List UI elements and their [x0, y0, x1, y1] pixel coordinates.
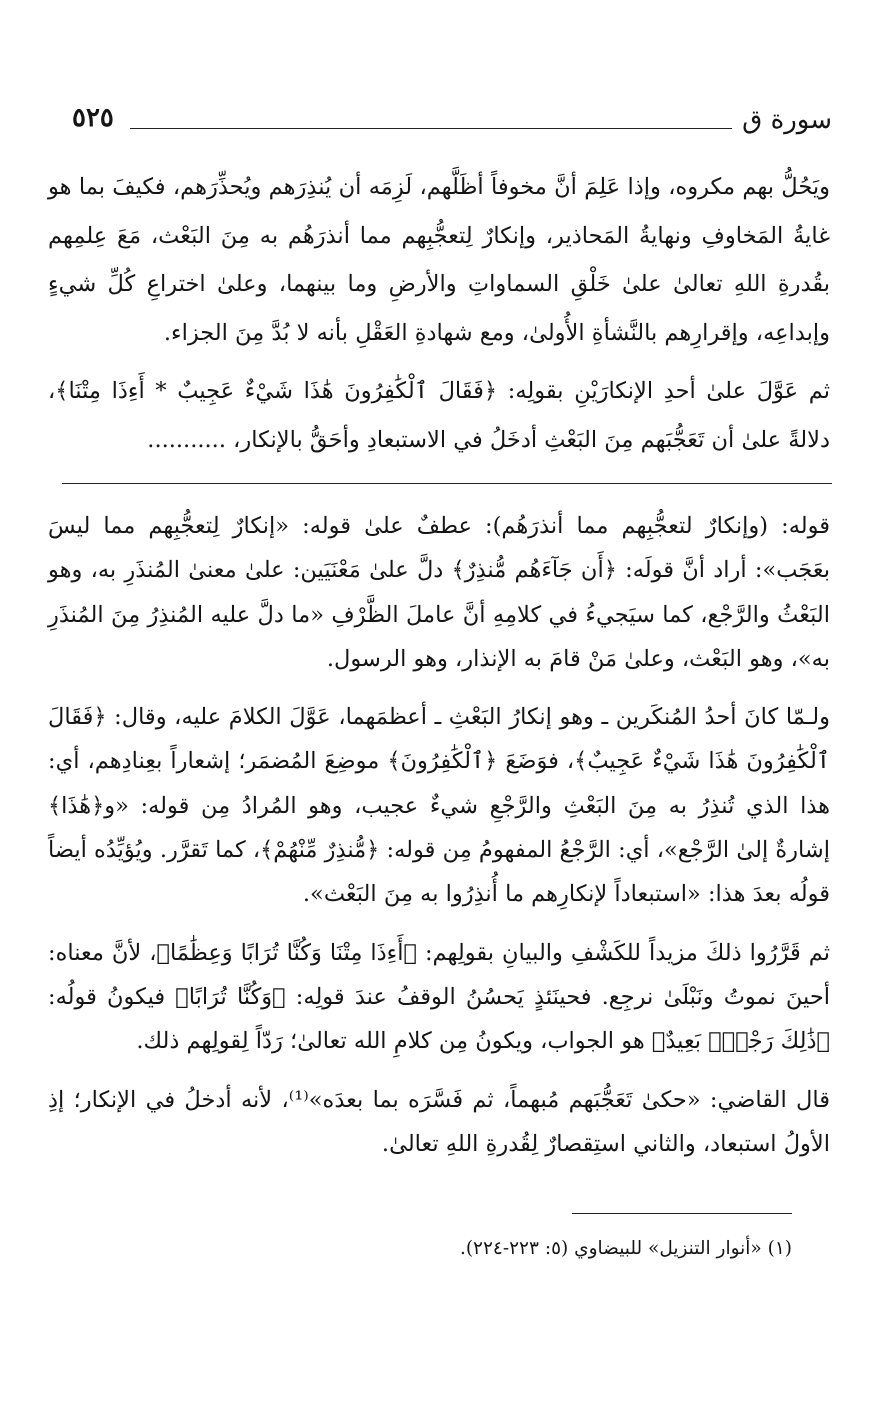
main-text: [48, 163, 830, 464]
commentary-text: [48, 504, 830, 1166]
footnote-separator: [572, 1213, 792, 1214]
main-paragraph: ويَحُلُّ بهم مكروه، وإذا عَلِمَ أنَّ مخوفاً أظَلَّهم، لَزِمَه أن يُنذِرَهم ويُحذِّرَهم، فكيفَ بما هو غايةُ المَخاوفِ ونهايةُ المَحاذير، وإنكارٌ لِتعجُّبِهم مما أنذرَهُم به مِنَ البَعْث، مَعَ عِلمِهم بقُدرةِ اللهِ تعالىٰ علىٰ خَلْقِ السماواتِ والأرضِ وما بينهما، وعلىٰ اختراعِ كُلِّ شيءٍ وإبداعِه، وإقرارِهم بالنَّشأةِ الأُولىٰ، ومع شهادةِ العَقْلِ بأنه لا بُدَّ مِنَ الجزاء.: [48, 174, 830, 346]
text-commentary-separator: [62, 483, 832, 484]
page-number: ٥٢٥: [72, 103, 114, 133]
commentary-paragraph: ثم قَرَّرُوا ذلكَ مزيداً للكَشْفِ والبيانِ بقولِهم: ﴿أَءِذَا مِتْنَا وَكُنَّا تُرَابًا وَعِظَٰمًا﴾، لأنَّ معناه: أحينَ نموتُ ونَبْلَىٰ نرجِع. فحينَئذٍ يَحسُنُ الوقفُ عندَ قولِه: ﴿وَكُنَّا تُرَابًا﴾ فيكونُ قولُه: ﴿ذَٰلِكَ رَجْعٌۢ بَعِيدٌ﴾ هو الجواب، ويكونُ مِن كلامِ الله تعالىٰ؛ رَدّاً لِقولِهم ذلك.: [48, 939, 830, 1055]
commentary-paragraph: ولـمّا كانَ أحدُ المُنكَرين ـ وهو إنكارُ البَعْثِ ـ أعظمَهما، عَوَّلَ الكلامَ عليه، وقال: ﴿فَقَالَ ٱلْكَٰفِرُونَ هَٰذَا شَيْءٌ عَجِيبٌ﴾، فوَضَعَ ﴿ٱلْكَٰفِرُونَ﴾ موضِعَ المُضمَر؛ إشعاراً بعِنادِهم، أي: هذا الذي تُنذِرُ به مِنَ البَعْثِ والرَّجْعِ شيءٌ عجيب، وهو المُرادُ مِن قوله: «و﴿هَٰذَا﴾ إشارةٌ إلىٰ الرَّجْع»، أي: الرَّجْعُ المفهومُ مِن قوله: ﴿مُّنذِرٌ مِّنْهُمْ﴾، كما تَقرَّر. ويُؤيِّدُه أيضاً قولُه بعدَ هذا: «استبعاداً لإنكارِهم ما أُنذِرُوا به مِنَ البَعْث».: [48, 704, 830, 908]
surah-title: سورة ق: [742, 105, 832, 135]
commentary-paragraph: قال القاضي: «حكىٰ تَعَجُّبَهم مُبهماً، ثم فَسَّرَه بما بعدَه»⁽¹⁾، لأنه أدخلُ في الإنكار؛ إذِ الأولُ استبعاد، والثاني استِقصارٌ لِقُدرةِ اللهِ تعالىٰ.: [48, 1086, 830, 1157]
footnote: (١) «أنوار التنزيل» للبيضاوي (٥: ٢٢٣-٢٢٤).: [459, 1238, 792, 1259]
header-rule: [130, 128, 732, 129]
main-paragraph: ثم عَوَّلَ علىٰ أحدِ الإنكارَيْنِ بقولِه: ﴿فَقَالَ ٱلْكَٰفِرُونَ هَٰذَا شَيْءٌ عَجِيبٌ * أَءِذَا مِتْنَا﴾، دلالةً علىٰ أن تَعَجُّبَهم مِنَ البَعْثِ أدخَلُ في الاستبعادِ وأحَقُّ بالإنكار، ...........: [48, 378, 830, 453]
commentary-paragraph: قوله: (وإنكارٌ لتعجُّبِهم مما أنذرَهُم): عطفٌ علىٰ قوله: «إنكارٌ لِتعجُّبِهم مما ليسَ بعَجَب»: أراد أنَّ قولَه: ﴿أَن جَآءَهُم مُّنذِرٌ﴾ دلَّ علىٰ مَعْنَيَين: علىٰ معنىٰ المُنذَرِ به، وهو البَعْثُ والرَّجْع، كما سيَجيءُ في كلامِهِ أنَّ عاملَ الظَّرْفِ «ما دلَّ عليه المُنذِرُ مِنَ المُنذَرِ به»، وهو البَعْث، وعلىٰ مَنْ قامَ به الإنذار، وهو الرسول.: [48, 513, 830, 672]
page-header: [72, 100, 832, 146]
